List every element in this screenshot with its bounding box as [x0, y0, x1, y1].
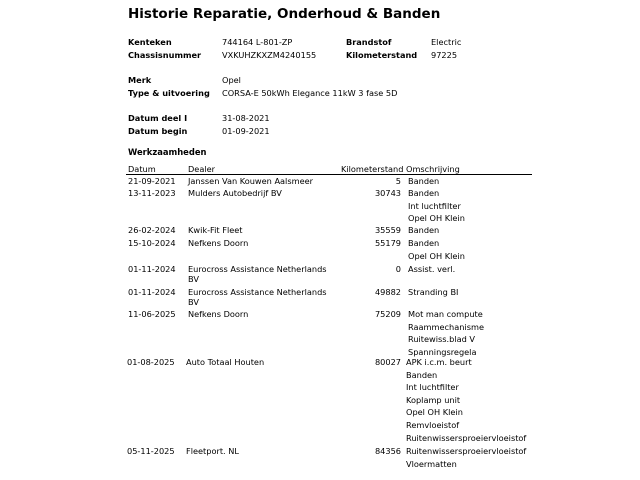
- chassis-value: VXKUHZKXZM4240155: [222, 50, 317, 60]
- datum-begin-label: Datum begin: [128, 126, 188, 136]
- row-omschrijving: Ruitewiss.blad V: [408, 334, 476, 345]
- row-omschrijving: Spanningsregela: [408, 346, 477, 357]
- row-omschrijving: Vloermatten: [406, 458, 457, 469]
- datum-begin-value: 01-09-2021: [222, 126, 270, 136]
- row-omschrijving: Koplamp unit: [406, 394, 461, 405]
- km-label: Kilometerstand: [346, 50, 418, 60]
- type-value: CORSA-E 50kWh Elegance 11kW 3 fase 5D: [222, 88, 398, 98]
- page-title: Historie Reparatie, Onderhoud & Banden: [128, 6, 441, 22]
- row-omschrijving: Assist. verl.: [408, 264, 456, 274]
- row-datum: 01-11-2024: [128, 264, 176, 274]
- merk-value: Opel: [222, 75, 241, 85]
- row-omschrijving: Mot man compute: [408, 309, 483, 319]
- row-dealer: Janssen Van Kouwen Aalsmeer: [188, 176, 314, 186]
- brandstof-value: Electric: [431, 37, 462, 47]
- row-dealer: Mulders Autobedrijf BV: [188, 188, 282, 198]
- column-header-datum: Datum: [128, 164, 156, 174]
- row-kilometerstand: 75209: [374, 309, 401, 319]
- row-datum: 01-11-2024: [128, 287, 176, 297]
- column-header-km: Kilometerstand: [341, 164, 404, 174]
- werkzaamheden-heading: Werkzaamheden: [128, 147, 207, 157]
- kenteken-label: Kenteken: [128, 37, 172, 47]
- row-omschrijving: APK i.c.m. beurt: [406, 357, 472, 367]
- row-dealer: Eurocross Assistance Netherlands: [188, 264, 327, 274]
- row-datum: 26-02-2024: [128, 225, 176, 235]
- header-divider: [126, 174, 532, 175]
- row-dealer: Eurocross Assistance Netherlands: [188, 287, 327, 297]
- row-datum: 21-09-2021: [128, 176, 176, 186]
- row-dealer: Auto Totaal Houten: [186, 357, 265, 367]
- row-kilometerstand: 35559: [374, 225, 401, 235]
- row-omschrijving: Banden: [408, 238, 440, 248]
- datum-deel1-label: Datum deel I: [128, 113, 188, 123]
- row-dealer: Fleetport. NL: [186, 446, 239, 456]
- row-kilometerstand: 55179: [374, 238, 401, 248]
- row-datum: 13-11-2023: [128, 188, 176, 198]
- type-label: Type & uitvoering: [128, 88, 210, 98]
- merk-label: Merk: [128, 75, 152, 85]
- row-omschrijving: Opel OH Klein: [406, 407, 463, 418]
- brandstof-label: Brandstof: [346, 37, 392, 47]
- row-kilometerstand: 49882: [374, 287, 401, 297]
- row-omschrijving: Opel OH Klein: [408, 213, 465, 224]
- row-dealer: BV: [188, 297, 199, 307]
- row-dealer: Nefkens Doorn: [188, 238, 249, 248]
- row-omschrijving: Banden: [408, 188, 440, 198]
- column-header-dealer: Dealer: [188, 164, 216, 174]
- row-omschrijving: Banden: [406, 369, 438, 380]
- row-omschrijving: Banden: [408, 225, 440, 235]
- row-omschrijving: Banden: [408, 176, 440, 186]
- datum-deel1-value: 31-08-2021: [222, 113, 270, 123]
- row-omschrijving: Stranding BI: [408, 287, 459, 297]
- row-omschrijving: Int luchtfilter: [408, 200, 461, 211]
- row-omschrijving: Remvloeistof: [406, 420, 460, 430]
- km-value: 97225: [431, 50, 458, 60]
- row-omschrijving: Ruitenwissersproeiervloeistof: [406, 432, 527, 443]
- row-omschrijving: Opel OH Klein: [408, 250, 465, 261]
- kenteken-value: 744164 L-801-ZP: [222, 37, 293, 47]
- row-kilometerstand: 0: [395, 264, 401, 274]
- row-kilometerstand: 30743: [374, 188, 401, 198]
- column-header-omschrijving: Omschrijving: [406, 164, 460, 174]
- row-kilometerstand: 80027: [374, 357, 401, 367]
- row-dealer: Nefkens Doorn: [188, 309, 249, 319]
- row-kilometerstand: 84356: [374, 446, 401, 456]
- row-dealer: Kwik-Fit Fleet: [188, 225, 243, 235]
- row-omschrijving: Raammechanisme: [408, 321, 484, 332]
- row-omschrijving: Int luchtfilter: [406, 382, 459, 393]
- row-datum: 15-10-2024: [128, 238, 176, 248]
- chassis-label: Chassisnummer: [128, 50, 202, 60]
- row-omschrijving: Ruitenwissersproeiervloeistof: [406, 446, 527, 456]
- row-datum: 01-08-2025: [127, 357, 175, 367]
- row-dealer: BV: [188, 274, 199, 284]
- row-datum: 11-06-2025: [128, 309, 176, 319]
- row-datum: 05-11-2025: [127, 446, 175, 456]
- row-kilometerstand: 5: [395, 176, 401, 186]
